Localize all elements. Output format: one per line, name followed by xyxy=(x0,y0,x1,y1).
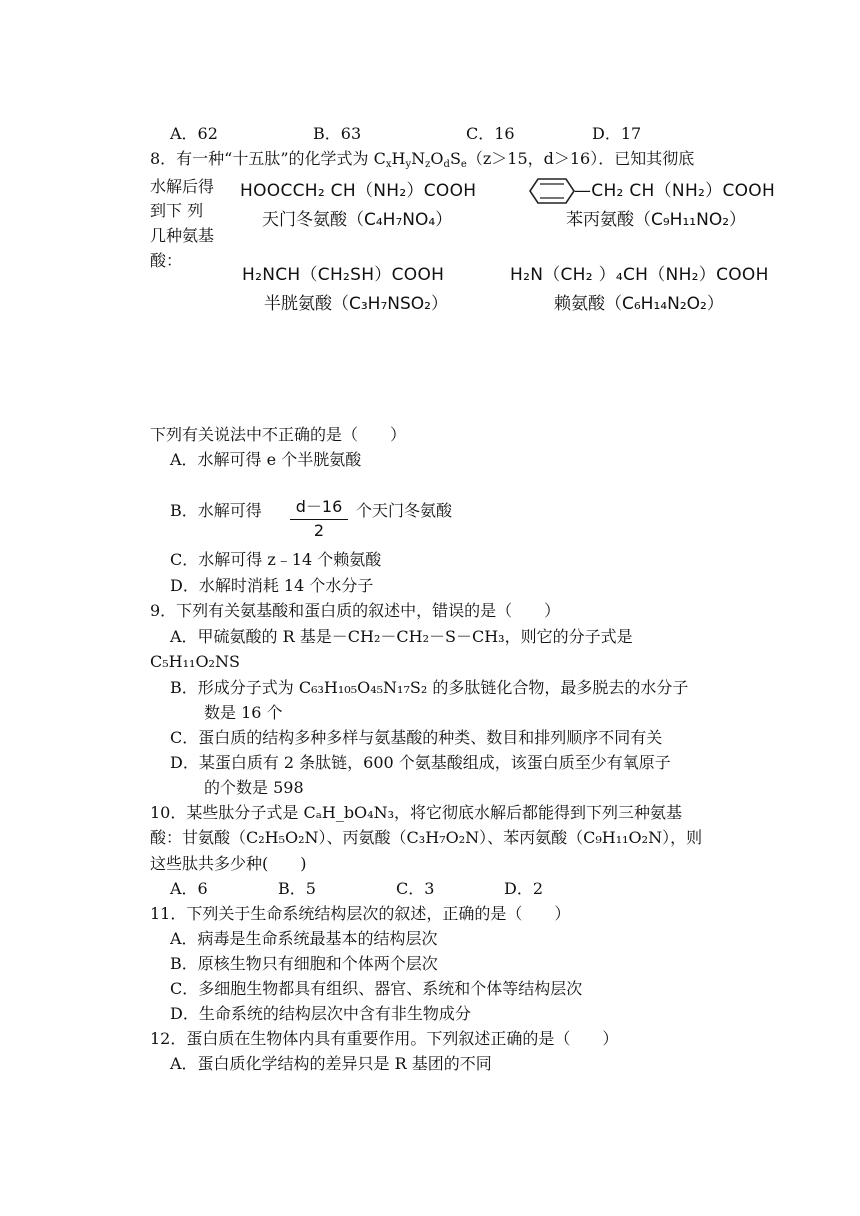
q10-option-b: B．5 xyxy=(278,879,316,898)
q8-option-b-post: 个天门冬氨酸 xyxy=(356,501,453,520)
q11-stem: 11．下列关于生命系统结构层次的叙述，正确的是（ ） xyxy=(150,904,571,923)
q8-stem-pre: 8．有一种“十五肽”的化学式为 C xyxy=(150,149,386,168)
q10-option-c: C．3 xyxy=(396,879,435,898)
q8-side-line-2: 到下 列 xyxy=(150,201,204,220)
q9-option-a-line-2: C₅H₁₁O₂NS xyxy=(150,652,240,671)
q7-option-c: C．16 xyxy=(466,124,515,143)
phenylalanine-name: 苯丙氨酸（C₉H₁₁NO₂） xyxy=(566,210,747,230)
q10-option-d: D．2 xyxy=(504,879,544,898)
aspartic-acid-name: 天门冬氨酸（C₄H₇NO₄） xyxy=(262,210,453,230)
q9-option-b-line-1: B．形成分子式为 C₆₃H₁₀₅O₄₅N₁₇S₂ 的多肽链化合物，最多脱去的水分子 xyxy=(170,678,689,697)
q10-line-2: 酸：甘氨酸（C₂H₅O₂N）、丙氨酸（C₃H₇O₂N）、苯丙氨酸（C₉H₁₁O₂N），则 xyxy=(150,828,703,847)
q7-option-b: B．63 xyxy=(313,124,362,143)
q8-question: 下列有关说法中不正确的是（ ） xyxy=(150,425,407,444)
lysine-name: 赖氨酸（C₆H₁₄N₂O₂） xyxy=(554,294,724,314)
q9-option-b-line-2: 数是 16 个 xyxy=(204,703,283,722)
q8-side-line-3: 几种氨基 xyxy=(150,226,215,245)
q9-option-a-line-1: A．甲硫氨酸的 R 基是－CH₂－CH₂－S－CH₃，则它的分子式是 xyxy=(170,627,633,646)
molecule-aspartic-acid xyxy=(240,176,476,230)
q8-option-d: D．水解时消耗 14 个水分子 xyxy=(170,576,374,595)
q10-line-1: 10．某些肽分子式是 CₐH_bO₄N₃，将它彻底水解后都能得到下列三种氨基 xyxy=(150,803,683,822)
lysine-formula: H₂N（CH₂ ）₄CH（NH₂）COOH xyxy=(510,265,769,285)
q12-option-a: A．蛋白质化学结构的差异只是 R 基团的不同 xyxy=(170,1054,492,1073)
cysteine-formula: H₂NCH（CH₂SH）COOH xyxy=(242,265,445,285)
benzene-ring-icon xyxy=(528,176,576,206)
q8-option-b-pre: B．水解可得 xyxy=(170,501,262,520)
q8-option-c: C．水解可得 z﹣14 个赖氨酸 xyxy=(170,550,382,569)
q11-option-d: D．生命系统的结构层次中含有非生物成分 xyxy=(170,1004,471,1023)
molecule-cysteine xyxy=(242,260,448,314)
phenylalanine-formula: —CH₂ CH（NH₂）COOH xyxy=(574,181,776,201)
molecule-lysine xyxy=(510,260,769,314)
q12-stem: 12．蛋白质在生物体内具有重要作用。下列叙述正确的是（ ） xyxy=(150,1029,619,1048)
q8-option-b-fraction xyxy=(290,494,348,540)
q11-option-a: A．病毒是生命系统最基本的结构层次 xyxy=(170,929,438,948)
q8-side-line-1: 水解后得 xyxy=(150,177,215,196)
q9-stem: 9．下列有关氨基酸和蛋白质的叙述中，错误的是（ ） xyxy=(150,601,561,620)
q11-option-c: C．多细胞生物都具有组织、器官、系统和个体等结构层次 xyxy=(170,979,583,998)
q8-stem: 8．有一种“十五肽”的化学式为 $C_xH_yN_zO_dS_e(z>15$，d＞16）．已知其彻底 xyxy=(150,149,695,170)
q8-side-line-4: 酸： xyxy=(150,251,183,270)
cysteine-name: 半胱氨酸（C₃H₇NSO₂） xyxy=(264,294,448,314)
fraction-denominator: 2 xyxy=(313,521,325,540)
q10-line-3: 这些肽共多少种( ) xyxy=(150,854,307,873)
q10-option-a: A．6 xyxy=(170,879,208,898)
q9-option-d-line-2: 的个数是 598 xyxy=(204,778,304,797)
q9-option-d-line-1: D．某蛋白质有 2 条肽链，600 个氨基酸组成，该蛋白质至少有氧原子 xyxy=(170,753,671,772)
q7-option-a: A．62 xyxy=(170,124,218,143)
q9-option-c: C．蛋白质的结构多种多样与氨基酸的种类、数目和排列顺序不同有关 xyxy=(170,728,663,747)
amino-acid-figure xyxy=(238,170,808,330)
fraction-numerator: d－16 xyxy=(290,494,348,520)
q8-option-a: A．水解可得 e 个半胱氨酸 xyxy=(170,450,362,469)
q8-stem-post: （z＞15，d＞16）．已知其彻底 xyxy=(466,149,695,168)
aspartic-acid-formula: HOOCCH₂ CH（NH₂）COOH xyxy=(240,181,477,201)
q11-option-b: B．原核生物只有细胞和个体两个层次 xyxy=(170,954,438,973)
q7-option-d: D．17 xyxy=(592,124,642,143)
molecule-phenylalanine xyxy=(528,176,775,230)
